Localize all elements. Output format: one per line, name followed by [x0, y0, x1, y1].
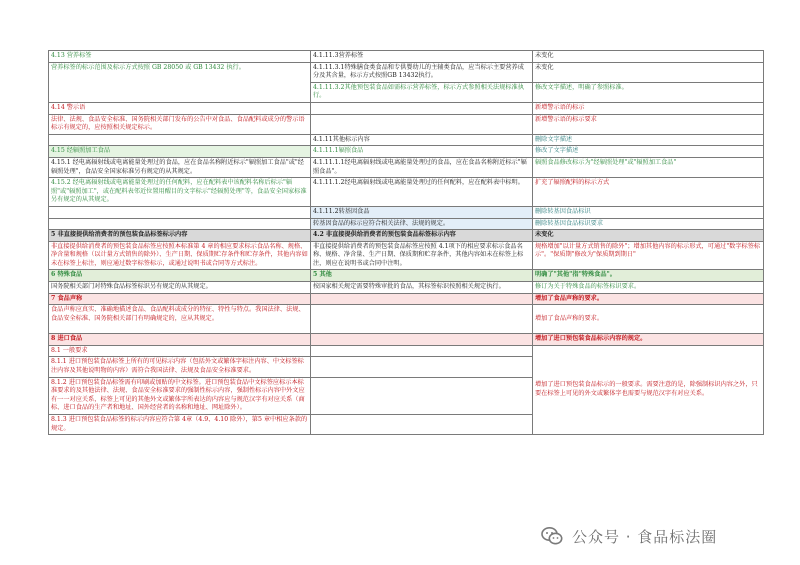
table-cell: 4.1.11.1.2经电离辐射线或电离能量处理过的任何配料，应在配料表中标明。 [311, 178, 533, 207]
table-cell: 增加了进口预包装食品标示内容的规定。 [533, 334, 764, 346]
table-cell: 非直接提供给消费者的预包装食品标签应按照 4.1项下的相应要求标示食品名称、规格、净含量、生产日期、保质期和贮存条件，其他内容如未在标签上标注，则应在说明书或合同中注明。 [311, 241, 533, 270]
table-row [49, 62, 764, 82]
table-cell: 6 特殊食品 [49, 270, 311, 282]
table-cell [49, 157, 311, 177]
table-row [49, 178, 764, 207]
table-cell: 增加了食品声称的要求。 [533, 293, 764, 305]
table-cell: 未变化 [533, 62, 764, 82]
table-cell [311, 415, 533, 435]
table-cell [311, 102, 533, 114]
table-cell: 修改文字描述，明确了参照标准。 [533, 82, 764, 102]
table-row [49, 146, 764, 158]
table-cell: 规格增加"以计量方式销售的除外"；增加其他内容的标示形式，可通过"数字标签标示"。"保质期"修改为"保质期到期日" [533, 241, 764, 270]
table-cell: 新增警示语的标示要求 [533, 114, 764, 134]
table-cell: 4.2 非直接提供给消费者的预包装食品标签标示内容 [311, 230, 533, 242]
table-cell: 扩充了辐照配料的标示方式 [533, 178, 764, 207]
table-cell: 4.1.11.1.1经电离辐射线或电离能量处理过的食品，应在食品名称附近标示"辐照食品"。 [311, 157, 533, 177]
table-cell: 增加了进口预包装食品标示的一般要求。需要注意的是，除强制标识内容之外，只要在标签上可见的外文或繁体字也需要与规范汉字有对应关系。 [533, 345, 764, 434]
table-cell [311, 305, 533, 334]
table-cell [49, 218, 311, 230]
comparison-table [48, 50, 764, 435]
table-cell: 食品声称应真实、准确地描述食品、食品配料或成分的特征、特性与特点。我国法律、法规、食品安全标准、国务院相关部门有明确规定的，应从其规定。 [49, 305, 311, 334]
table-cell [311, 114, 533, 134]
table-row [49, 282, 764, 294]
table-cell: 删除文字描述 [533, 134, 764, 146]
table-cell: 5 其他 [311, 270, 533, 282]
table-cell: 4.1.11.3.1特殊膳食类食品和专供婴幼儿的主辅类食品，应当标示主要营养成分及其含量，标示方式按照GB 13432执行。 [311, 62, 533, 82]
table-cell: 8 进口食品 [49, 334, 311, 346]
table-cell: 未变化 [533, 51, 764, 63]
watermark-text: 公众号 · 食品标法圈 [572, 527, 718, 546]
table-cell: 修改了文字描述 [533, 146, 764, 158]
section-header-row [49, 334, 764, 346]
table-cell: 7 食品声称 [49, 293, 311, 305]
table-cell: 5 非直接提供给消费者的预包装食品标签标示内容 [49, 230, 311, 242]
table-cell: 4.1.11.1辐照食品 [311, 146, 533, 158]
table-row [49, 51, 764, 63]
table-cell: 新增警示语的标示 [533, 102, 764, 114]
table-row [49, 206, 764, 218]
table-cell: 4.14 警示语 [49, 102, 311, 114]
table-row [49, 157, 764, 177]
table-cell: 4.15 经辐照加工食品 [49, 146, 311, 158]
watermark [540, 520, 717, 552]
table-cell: 4.1.11.3营养标签 [311, 51, 533, 63]
table-cell [311, 293, 533, 305]
table-cell: 国务院相关部门对特殊食品标签标识另有规定的从其规定。 [49, 282, 311, 294]
table-row [49, 305, 764, 334]
table-cell: 4.13 营养标签 [49, 51, 311, 63]
table-cell: 4.1.11其他标示内容 [311, 134, 533, 146]
cell-text: 4.15.1 经电离辐射线或电离能量处理过的食品，应在食品名称附近标示"辐照加工食品"或"经辐照处理"，食品安全国家标准另有规定的从其规定。 [51, 158, 304, 175]
table-cell [49, 206, 311, 218]
section-header-row [49, 293, 764, 305]
table-cell: 4.1.11.3.2其他预包装食品如需标示营养标签，标示方式参照相关法规标准执行。 [311, 82, 533, 102]
table-cell: 转基因食品的标示应符合相关法律、法规的规定。 [311, 218, 533, 230]
table-row [49, 218, 764, 230]
table-cell: 4.15.2 经电离辐射线或电离能量处理过的任何配料，应在配料表中该配料名称后标示"辐照"或"辐照加工"，或在配料表邻近位置用醒目的文字标示"经辐照处理"等，食品安全国家标准另有规定的从其规定。 [49, 178, 311, 207]
table-cell: 8.1.3 进口预包装食品标签的标示内容应符合第 4章（4.9、4.10 除外），第5 章中相应条款的规定。 [49, 415, 311, 435]
table-cell [311, 345, 533, 357]
table-row [49, 114, 764, 134]
section-header-row [49, 230, 764, 242]
table-cell [49, 134, 311, 146]
table-cell: 辐照食品修改标示为"经辐照处理"或"辐照加工食品" [533, 157, 764, 177]
table-row [49, 134, 764, 146]
table-cell: 按国家相关规定需要特殊审批的食品，其标签标识按照相关规定执行。 [311, 282, 533, 294]
table-cell: 非直接提供给消费者的预包装食品标签应按照本标准第 4 章的相应要求标示食品名称、规格、净含量和规格（以计量方式销售的除外）、生产日期、保质期贮存条件和贮存条件，其他内容如未在标签上标注，则应通过数字标签标示，或通过说明书或合同等方式标注。 [49, 241, 311, 270]
section-header-row [49, 270, 764, 282]
table-row [49, 102, 764, 114]
table-cell [311, 357, 533, 377]
table-cell [311, 334, 533, 346]
table-cell: 8.1.1 进口预包装食品标签上所有的可见标示内容（包括外文或繁体字标注内容、中文标签标注内容及其他说明物的内容）需符合我国法律、法规及食品安全标准要求。 [49, 357, 311, 377]
wechat-icon [540, 524, 564, 548]
table-cell: 法律、法规、食品安全标准、国务院相关部门发布的公告中对食品、食品配料或成分的警示语标示有规定的，应按照相关规定标示。 [49, 114, 311, 134]
table-cell: 删除转基因食品标识要求 [533, 218, 764, 230]
table-cell [311, 377, 533, 414]
comparison-document [48, 50, 788, 435]
table-cell: 4.1.11.2转基因食品 [311, 206, 533, 218]
table-cell: 删除转基因食品标识 [533, 206, 764, 218]
table-cell: 明确了"其他"指"特殊食品"。 [533, 270, 764, 282]
table-row [49, 241, 764, 270]
table-cell: 8.1.2 进口预包装食品标签需有印刷或加贴的中文标签。进口预包装食品中文标签应标示本标准要求的及其他法律、法规、食品安全标准要求的强制性标示内容，强制性标示内容中外文应有一一对应关系，标签上可见的其他外文或繁体字所表达的内容应与规范汉字有对应关系（商标、进口食品的生产者和地址、国外经营者的名称和地址、网址除外）。 [49, 377, 311, 414]
table-row [49, 345, 764, 357]
table-cell: 营养标签的标示范围及标示方式按照 GB 28050 或 GB 13432 执行。 [49, 62, 311, 102]
table-cell: 增加了食品声称的要求。 [533, 305, 764, 334]
table-cell: 8.1 一般要求 [49, 345, 311, 357]
table-cell: 未变化 [533, 230, 764, 242]
table-cell: 修订为关于特殊食品的标签标识要求。 [533, 282, 764, 294]
